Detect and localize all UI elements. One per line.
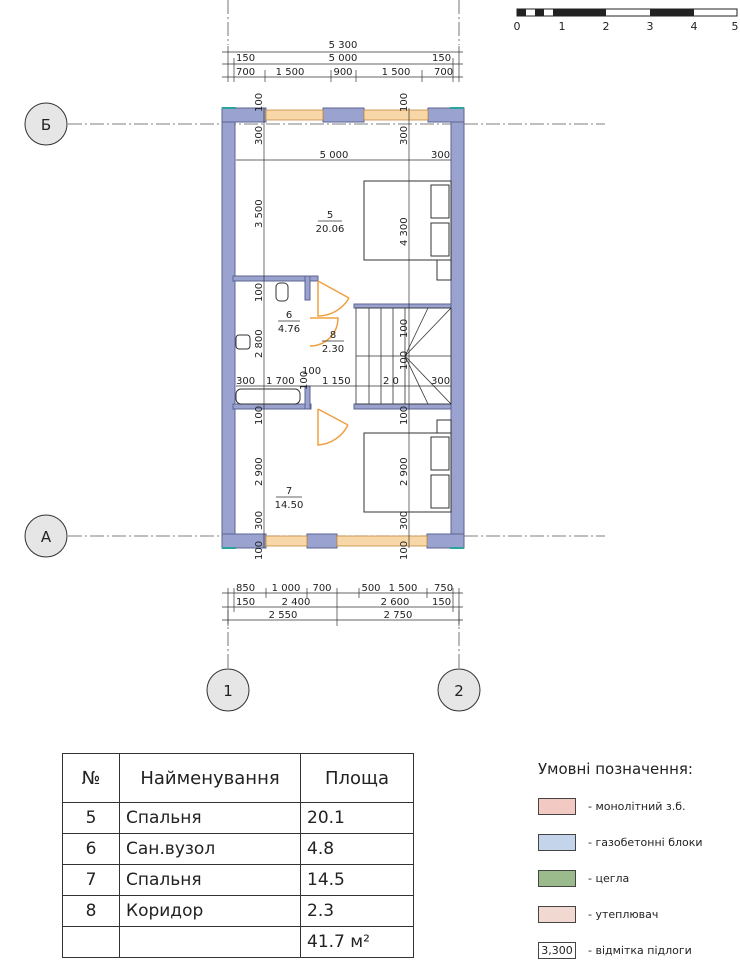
legend-swatch-concrete [538,798,576,815]
dim-top-1500-right: 1 500 [381,67,411,78]
legend-label: - цегла [588,871,630,885]
dim-bot-2400: 2 400 [281,597,311,608]
row-name: Спальня [120,803,301,834]
scale-label-3: 3 [646,20,654,33]
svg-text:100: 100 [299,370,310,390]
room-area-table [62,753,414,958]
room-5-number: 5 [326,210,334,221]
svg-text:100: 100 [399,318,410,338]
table-row [63,803,414,834]
legend [538,760,738,968]
row-name: Спальня [120,865,301,896]
legend-item [538,824,738,860]
dim-room5-wall: 300 [431,150,451,161]
dim-top-900: 900 [333,67,353,78]
svg-text:300: 300 [254,510,265,530]
svg-text:100: 100 [254,540,265,560]
svg-text:300: 300 [399,510,410,530]
svg-text:1: 1 [223,682,233,700]
total-area [301,927,414,958]
svg-text:100: 100 [399,540,410,560]
room-8-area: 2.30 [321,344,345,355]
axis-marker-a [25,515,67,557]
room-6-number: 6 [285,310,293,321]
svg-text:2 900: 2 900 [254,457,265,486]
dim-mid-300: 300 [236,376,256,387]
dim-top-700-left: 700 [236,67,256,78]
row-number: 5 [63,803,120,834]
dim-mid-100: 100 [302,366,322,377]
table-header-row [63,754,414,803]
row-number: 8 [63,896,120,927]
dim-mid-20: 2 0 [383,376,399,387]
dim-bot-1500: 1 500 [388,583,418,594]
dim-room5-width: 5 000 [319,150,349,161]
dim-top-700-right: 700 [434,67,454,78]
dim-bot-2750: 2 750 [383,610,413,621]
table-total-row [63,927,414,958]
legend-label: - відмітка підлоги [588,943,692,957]
axis-marker-2 [438,669,480,711]
svg-text:100: 100 [254,282,265,302]
dim-bot-850: 850 [236,583,256,594]
svg-text:300: 300 [399,125,410,145]
total-area-unit: м² [350,932,370,952]
row-area: 14.5 [301,865,414,896]
header-name: Найменування [120,754,301,803]
scale-label-0: 0 [513,20,521,33]
legend-level-mark: 3,300 [538,942,576,959]
legend-swatch-aerated-block [538,834,576,851]
dim-top-1500-left: 1 500 [275,67,305,78]
header-area: Площа [301,754,414,803]
table-row [63,896,414,927]
room-labels [275,210,345,511]
legend-label: - газобетонні блоки [588,835,703,849]
dim-bot-1000: 1 000 [271,583,301,594]
dim-top-5000: 5 000 [328,53,358,64]
svg-text:Б: Б [40,116,52,134]
dim-overall: 5 300 [328,40,358,51]
legend-swatch-brick [538,870,576,887]
legend-title: Умовні позначення: [538,760,693,778]
dim-bot-150-left: 150 [236,597,256,608]
legend-item [538,932,738,968]
legend-label: - монолітний з.б. [588,799,686,813]
legend-item [538,788,738,824]
legend-label: - утеплювач [588,907,659,921]
dim-bot-750: 750 [434,583,454,594]
svg-text:4 300: 4 300 [399,217,410,246]
svg-text:2: 2 [454,682,464,700]
svg-text:300: 300 [254,125,265,145]
scale-label-2: 2 [602,20,610,33]
scale-label-1: 1 [558,20,566,33]
room-8-number: 8 [329,330,337,341]
row-area: 4.8 [301,834,414,865]
dim-bot-2550: 2 550 [268,610,298,621]
row-area: 20.1 [301,803,414,834]
axis-marker-1 [207,669,249,711]
room-6-area: 4.76 [277,324,301,335]
dim-mid-1700: 1 700 [266,376,295,387]
row-area: 2.3 [301,896,414,927]
svg-text:2 800: 2 800 [254,329,265,358]
legend-swatch-insulation [538,906,576,923]
table-row [63,834,414,865]
dim-bot-2600: 2 600 [380,597,410,608]
legend-item [538,860,738,896]
svg-text:3 500: 3 500 [254,199,265,228]
axis-marker-b [25,103,67,145]
legend-item [538,896,738,932]
axis-lines [68,0,605,668]
svg-text:А: А [40,528,52,546]
dim-bot-150-right: 150 [432,597,452,608]
scale-bar [514,9,739,33]
dim-bot-500: 500 [361,583,381,594]
total-area-value: 41.7 [307,932,345,952]
svg-text:100: 100 [254,92,265,112]
dim-bot-700: 700 [312,583,332,594]
dim-top-150-left: 150 [236,53,256,64]
table-row [63,865,414,896]
room-5-area: 20.06 [315,224,345,235]
bottom-dimensions [222,588,463,626]
scale-label-5: 5 [731,20,739,33]
svg-text:100: 100 [399,92,410,112]
svg-text:100: 100 [254,405,265,425]
svg-text:2 900: 2 900 [399,457,410,486]
svg-text:100: 100 [399,350,410,370]
room-7-area: 14.50 [274,500,304,511]
doors [310,281,349,445]
row-name: Коридор [120,896,301,927]
dim-top-150-right: 150 [432,53,452,64]
dim-mid-1150: 1 150 [322,376,351,387]
svg-text:100: 100 [399,405,410,425]
header-number: № [63,754,120,803]
row-name: Сан.вузол [120,834,301,865]
row-number: 7 [63,865,120,896]
dim-mid-300-right: 300 [431,376,451,387]
room-7-number: 7 [285,486,293,497]
scale-label-4: 4 [690,20,698,33]
row-number: 6 [63,834,120,865]
